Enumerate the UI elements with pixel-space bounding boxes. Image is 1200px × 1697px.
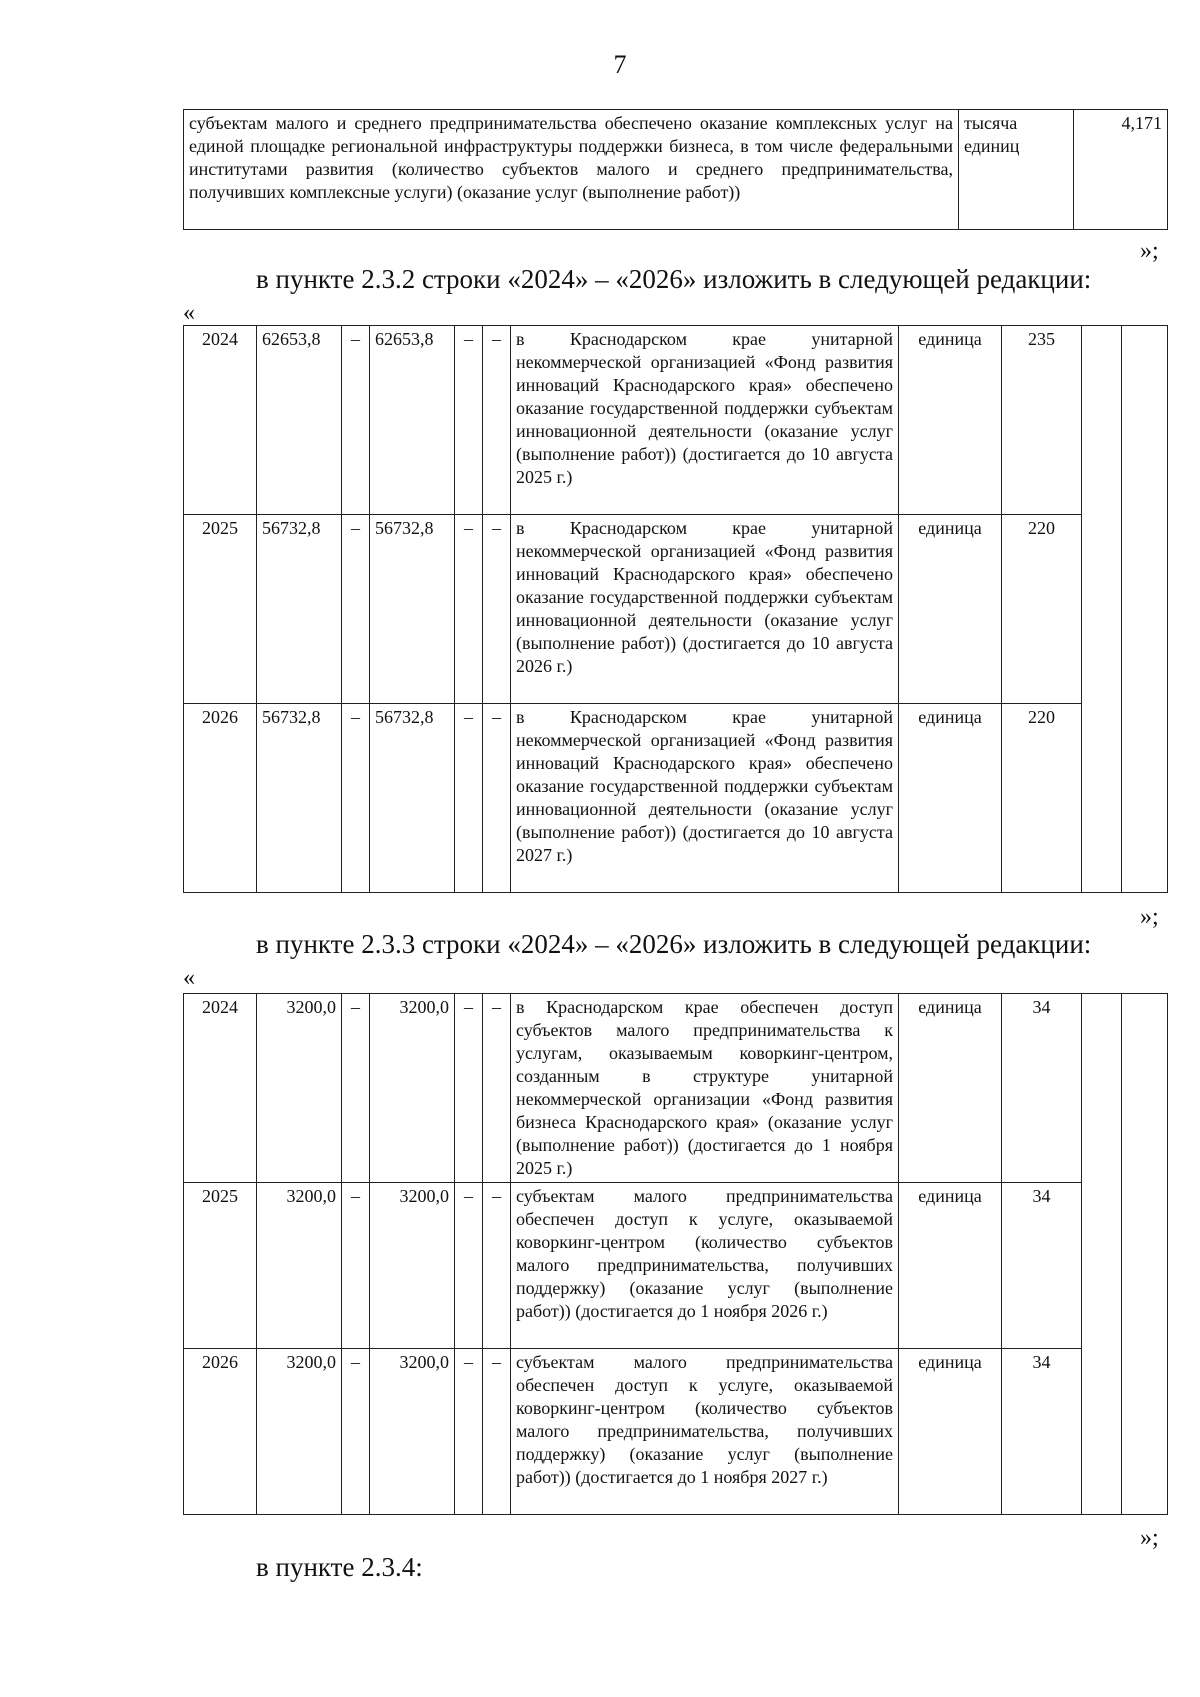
unit-cell: единица xyxy=(899,1183,1002,1349)
section-232-table xyxy=(183,325,1168,893)
dash-cell: – xyxy=(455,326,483,515)
dash-cell: – xyxy=(483,1183,511,1349)
value-cell: 220 xyxy=(1002,515,1082,704)
dash-cell: – xyxy=(455,515,483,704)
dash-cell: – xyxy=(342,515,370,704)
dash-cell: – xyxy=(342,1183,370,1349)
table-row xyxy=(184,110,1168,230)
close-quote: »; xyxy=(1140,238,1159,264)
unit-cell: единица xyxy=(899,515,1002,704)
value-cell: 235 xyxy=(1002,326,1082,515)
close-quote: »; xyxy=(1140,1525,1159,1551)
year-cell: 2024 xyxy=(184,326,257,515)
dash-cell: – xyxy=(483,326,511,515)
table-row xyxy=(184,704,1168,893)
value-cell: 220 xyxy=(1002,704,1082,893)
dash-cell: – xyxy=(483,704,511,893)
total-cell: 3200,0 xyxy=(257,1183,342,1349)
result-text-cell: в Краснодарском крае унитарной некоммерческой организацией «Фонд развития инноваций Краснодарского края» обеспечено оказание государственной поддержки субъектам инновационной деятельности (оказание услуг (выполнение работ)) (достигается до 10 августа 2026 г.) xyxy=(511,515,899,704)
total-cell: 3200,0 xyxy=(257,1349,342,1515)
section-233-table xyxy=(183,993,1168,1515)
close-quote: »; xyxy=(1140,904,1159,930)
dash-cell: – xyxy=(342,1349,370,1515)
table-row xyxy=(184,326,1168,515)
amount-cell: 56732,8 xyxy=(370,515,455,704)
table-row xyxy=(184,515,1168,704)
year-cell: 2026 xyxy=(184,1349,257,1515)
section-234-heading: в пункте 2.3.4: xyxy=(256,1552,423,1582)
empty-cell xyxy=(1122,994,1168,1515)
dash-cell: – xyxy=(342,326,370,515)
dash-cell: – xyxy=(455,994,483,1183)
amount-cell: 56732,8 xyxy=(370,704,455,893)
empty-cell xyxy=(1122,326,1168,893)
dash-cell: – xyxy=(455,704,483,893)
unit-cell: тысяча единиц xyxy=(959,110,1074,230)
description-cell: субъектам малого и среднего предпринимательства обеспечено оказание комплексных услуг на единой площадке региональной инфраструктуры поддержки бизнеса, в том числе федеральными институтами развития (количество субъектов малого и среднего предпринимательства, получивших комплексные услуги) (оказание услуг (выполнение работ)) xyxy=(184,110,959,230)
total-cell: 62653,8 xyxy=(257,326,342,515)
result-text-cell: в Краснодарском крае обеспечен доступ субъектов малого предпринимательства к услугам, оказываемым коворкинг-центром, созданным в структуре унитарной некоммерческой организации «Фонд развития бизнеса Краснодарского края» (оказание услуг (выполнение работ)) (достигается до 1 ноября 2025 г.) xyxy=(511,994,899,1183)
amount-cell: 3200,0 xyxy=(370,1349,455,1515)
result-text-cell: субъектам малого предпринимательства обеспечен доступ к услуге, оказываемой коворкинг-центром (количество субъектов малого предпринимательства, получивших поддержку) (оказание услуг (выполнение работ)) (достигается до 1 ноября 2026 г.) xyxy=(511,1183,899,1349)
unit-cell: единица xyxy=(899,704,1002,893)
section-232-heading: в пункте 2.3.2 строки «2024» – «2026» изложить в следующей редакции: xyxy=(256,264,1092,294)
page-number: 7 xyxy=(613,50,627,79)
dash-cell: – xyxy=(483,515,511,704)
section-233-heading: в пункте 2.3.3 строки «2024» – «2026» изложить в следующей редакции: xyxy=(256,929,1092,959)
table-row xyxy=(184,994,1168,1183)
value-cell: 34 xyxy=(1002,1349,1082,1515)
value-cell: 4,171 xyxy=(1074,110,1168,230)
top-table xyxy=(183,109,1168,230)
year-cell: 2026 xyxy=(184,704,257,893)
year-cell: 2025 xyxy=(184,1183,257,1349)
table-row xyxy=(184,1349,1168,1515)
unit-cell: единица xyxy=(899,326,1002,515)
dash-cell: – xyxy=(342,994,370,1183)
unit-cell: единица xyxy=(899,1349,1002,1515)
result-text-cell: в Краснодарском крае унитарной некоммерческой организацией «Фонд развития инноваций Краснодарского края» обеспечено оказание государственной поддержки субъектам инновационной деятельности (оказание услуг (выполнение работ)) (достигается до 10 августа 2027 г.) xyxy=(511,704,899,893)
year-cell: 2024 xyxy=(184,994,257,1183)
year-cell: 2025 xyxy=(184,515,257,704)
total-cell: 56732,8 xyxy=(257,704,342,893)
amount-cell: 3200,0 xyxy=(370,1183,455,1349)
empty-cell xyxy=(1082,326,1122,893)
empty-cell xyxy=(1082,994,1122,1515)
value-cell: 34 xyxy=(1002,994,1082,1183)
value-cell: 34 xyxy=(1002,1183,1082,1349)
dash-cell: – xyxy=(455,1349,483,1515)
total-cell: 3200,0 xyxy=(257,994,342,1183)
dash-cell: – xyxy=(455,1183,483,1349)
table-row xyxy=(184,1183,1168,1349)
open-quote: « xyxy=(183,300,195,326)
open-quote: « xyxy=(183,965,195,991)
dash-cell: – xyxy=(483,1349,511,1515)
amount-cell: 3200,0 xyxy=(370,994,455,1183)
dash-cell: – xyxy=(342,704,370,893)
amount-cell: 62653,8 xyxy=(370,326,455,515)
total-cell: 56732,8 xyxy=(257,515,342,704)
dash-cell: – xyxy=(483,994,511,1183)
result-text-cell: в Краснодарском крае унитарной некоммерческой организацией «Фонд развития инноваций Краснодарского края» обеспечено оказание государственной поддержки субъектам инновационной деятельности (оказание услуг (выполнение работ)) (достигается до 10 августа 2025 г.) xyxy=(511,326,899,515)
unit-cell: единица xyxy=(899,994,1002,1183)
result-text-cell: субъектам малого предпринимательства обеспечен доступ к услуге, оказываемой коворкинг-центром (количество субъектов малого предпринимательства, получивших поддержку) (оказание услуг (выполнение работ)) (достигается до 1 ноября 2027 г.) xyxy=(511,1349,899,1515)
